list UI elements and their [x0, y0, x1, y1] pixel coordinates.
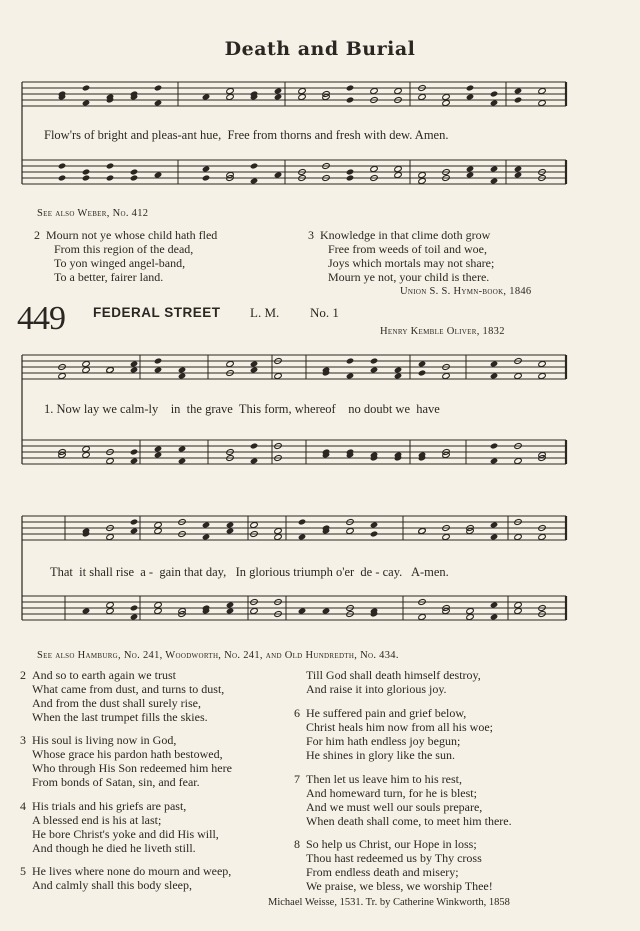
- stanza-line: And so to earth again we trust: [32, 668, 176, 682]
- stanza-line: Christ heals him now from all his woe;: [306, 720, 493, 735]
- stanza-line: We praise, we bless, we worship Thee!: [306, 879, 493, 893]
- stanza-number: 6: [294, 706, 300, 721]
- stanza-line: Joys which mortals may not share;: [328, 256, 495, 270]
- stanza: [20, 733, 232, 790]
- hymn-number: 449: [17, 300, 65, 337]
- stanza-line: Mourn not ye whose child hath fled: [46, 228, 218, 242]
- stanza-line: Who through His Son redeemed him here: [32, 761, 232, 776]
- stanza-line: He shines in glory like the sun.: [306, 748, 455, 763]
- stanza-line: He bore Christ's yoke and did His will,: [32, 826, 219, 841]
- prev-stanza-2: [34, 228, 218, 284]
- stanza-line: And though he died he liveth still.: [32, 840, 196, 855]
- stanza-line: And from the dust shall surely rise,: [32, 696, 201, 710]
- stanza: [294, 706, 493, 763]
- stanza-line: From endless death and misery;: [306, 865, 459, 879]
- prev-stanza-3: [308, 228, 495, 284]
- stanza: [294, 771, 512, 828]
- hymn-lyric-2: That it shall rise a - gain that day, In glorious triumph o'er de - cay. A-men.: [50, 565, 449, 579]
- stanza-line: His trials and his griefs are past,: [32, 798, 187, 813]
- stanza-line: And calmly shall this body sleep,: [32, 878, 192, 893]
- stanza-line: When death shall come, to meet him there.: [306, 813, 512, 828]
- stanza-line: For him hath endless joy begun;: [306, 734, 461, 749]
- stanza-number: 8: [294, 837, 300, 851]
- prev-hymn-lyric: Flow'rs of bright and pleas-ant hue, Free from thorns and fresh with dew. Amen.: [44, 128, 449, 142]
- stanza-line: From this region of the dead,: [54, 242, 194, 256]
- stanza-number: 7: [294, 771, 300, 786]
- hymn-credit: Michael Weisse, 1531. Tr. by Catherine Winkworth, 1858: [268, 897, 510, 908]
- stanza-line: And we must well our souls prepare,: [306, 799, 483, 814]
- stanza-number: 2: [20, 668, 26, 682]
- stanza: [20, 864, 232, 893]
- stanza-line: Then let us leave him to his rest,: [306, 771, 462, 786]
- composer: Henry Kemble Oliver, 1832: [380, 326, 505, 337]
- stanza-line: What came from dust, and turns to dust,: [32, 682, 225, 696]
- stanza-line: Mourn ye not, your child is there.: [328, 270, 490, 284]
- stanza: [20, 668, 225, 724]
- stanza-line: Free from weeds of toil and woe,: [328, 242, 487, 256]
- stanza-line: To yon winged angel-band,: [54, 256, 186, 270]
- prev-credit: Union S. S. Hymn-book, 1846: [400, 286, 532, 297]
- stanza-line: From bonds of Satan, sin, and fear.: [32, 775, 200, 790]
- stanza: [306, 668, 481, 696]
- stanza: [20, 798, 219, 855]
- stanza: [294, 837, 493, 893]
- prev-see-also: See also Weber, No. 412: [37, 208, 149, 219]
- meter: L. M.: [250, 305, 280, 320]
- stanza-line: And raise it into glorious joy.: [306, 682, 447, 696]
- running-head: Death and Burial: [224, 38, 416, 60]
- stanza-line: Knowledge in that clime doth grow: [320, 228, 491, 242]
- stanza-line: A blessed end is his at last;: [32, 812, 162, 827]
- stanza-line: Till God shall death himself destroy,: [306, 668, 481, 682]
- stanza-line: Thou hast redeemed us by Thy cross: [306, 851, 482, 865]
- stanza-line: Whose grace his pardon hath bestowed,: [32, 747, 223, 762]
- stanza-line: His soul is living now in God,: [32, 733, 177, 748]
- stanza-line: When the last trumpet fills the skies.: [32, 710, 208, 724]
- stanza-line: So help us Christ, our Hope in loss;: [306, 837, 477, 851]
- stanza-number: 5: [20, 864, 26, 879]
- tune-number: No. 1: [310, 305, 339, 320]
- hymn-lyric-1: 1. Now lay we calm-ly in the grave This form, whereof no doubt we have: [44, 402, 440, 416]
- stanza-line: He suffered pain and grief below,: [306, 706, 467, 721]
- stanza-line: And homeward turn, for he is blest;: [306, 785, 477, 800]
- tune-name: FEDERAL STREET: [93, 305, 221, 320]
- stanza-line: He lives where none do mourn and weep,: [32, 864, 232, 879]
- stanza-number: 4: [20, 798, 26, 813]
- hymn-see-also: See also Hamburg, No. 241, Woodworth, No. 241, and Old Hundredth, No. 434.: [37, 650, 399, 661]
- stanza-number: 2: [34, 228, 40, 242]
- stanza-line: To a better, fairer land.: [54, 270, 164, 284]
- stanza-number: 3: [308, 228, 314, 242]
- stanza-number: 3: [20, 733, 26, 748]
